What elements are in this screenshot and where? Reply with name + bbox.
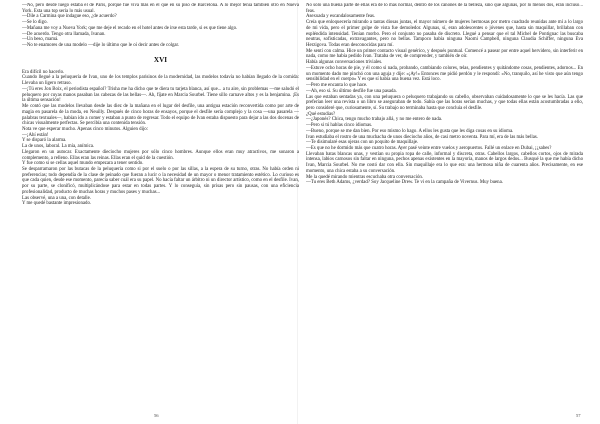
paragraph: —Se lo digo. xyxy=(22,20,48,26)
left-page xyxy=(22,3,299,413)
right-page xyxy=(306,3,583,413)
paragraph: Me sentí con calma. Hice un primer contacto visual genérico, y después puntual. Comencé a pasear por entre aquel hervidero, sin interferir en nada, como me había pedido Ivan. Trataba de ver, de comprender, y también de oír. xyxy=(306,48,583,60)
paragraph: ¿Qué estudias? xyxy=(306,111,336,117)
paragraph: La de unos, laboral. La mía, anímica. xyxy=(22,144,95,150)
paragraph: —Mañana me voy a Nueva York; que me deje el recado en el hotel antes de irse esta tarde, si es que tiene algo. xyxy=(22,25,238,31)
paragraph: Creía que enloquecería mirando a tantas diosas juntas, el mayor número de mujeres hermosas por metro cuadrado reunidas ante mí a lo largo de mi vida, pero el primer golpe de vista fue demoledor. Algunas, sí, eran adolescentes o jóvenes que, hasta sin maquillar, brillaban con espléndida intensidad. Tenían morbo. Pero el conjunto no pasaba de discreto. Llegué a pensar que el tal Michel de Pontignac las buscaba neutras, sofisticadas, extravagantes, pero no bellas. Tampoco había ninguna Naomi Campbell, ninguna Claudia Schiffer, ninguna Eva Herzigova. Todas eran desconocidas para mí. xyxy=(306,20,583,49)
paragraph: —¡Tú eres Jon Boix, el periodista español? Trisha me ha dicho que te diera tu tarjeta blanca, así que... a tu aire, sin problemas —me saludó el peluquero por cuyas manos pasaban las cabezas de las bellas—. Ah, fíjate en Marcia Sourbel. Tiene sillo carnave altos y es la benjamina. ¡Es la última sensación! xyxy=(22,86,299,104)
paragraph: —Ah, eso sí. Su último desfile fue una pasada. xyxy=(306,88,397,94)
paragraph: Las que estaban sentadas ya, con una peluquera o peluquero trabajando su cabello, observaban cuidadosamente lo que se les hacía. Las que preferían leer una revista o un libro se aseguraban de todo. Sabía que las horas serían muchas, y que todas ellas están acostumbradas a ello, pero consideré que, curiosamente, sí. Su trabajo no terminaba hasta que concluía el desfile. xyxy=(306,94,583,111)
paragraph: Era difícil no hacerlo. xyxy=(22,69,65,75)
paragraph: Las observé, una a una, con detalle. xyxy=(22,195,91,201)
paragraph: Me la quedé mirando mientras escuchaba otra conversación. xyxy=(306,174,424,180)
left-text-before xyxy=(22,3,299,49)
paragraph: Me contó que las modelos llevaban desde las diez de la mañana en el lugar del desfile, una antigua estación reconvertida como por arte de magia en pasarela de la moda, en Neuilly. Después de cinco horas de ensayos, porque el desfile sería complejo y la cosa —una pasarela —palabras textuales—, habían ido a comer y estaban a punto de regresar. Todo el equipo de Ivan estaba dispuesto para dejar a las dos docenas de chicas visualmente perfectas. Se percibía una contenida tensión. xyxy=(22,104,299,127)
paragraph: —De acuerdo. Tengo otra llamada, Ivanan. xyxy=(22,31,106,37)
paragraph: —Estuve ocho horas de pie, y él como si nada, probando, cambiando colores, telas, pendientes y quitándome cosas, pendientes, adornos... En un momento dado me pinchó con una aguja y dije: «¡Ay!» Entonces me pidió perdón y le respondí: «No, tranquilo, así he visto que aún tengo sensibilidad en el cuerpo» Y es que sí había una buena vez. Está loco. xyxy=(306,65,583,83)
paragraph: Y me quedé bastante impresionado. xyxy=(22,201,92,207)
paragraph: —Un beso, mamá. xyxy=(22,37,59,43)
paragraph: —Te disimularé esas ojeras con un poquito de maquillaje. xyxy=(306,140,419,146)
paragraph: —Es que no he dormido más que cuatro horas. Ayer pasé veinte entre vuelos y aeropuertos. Fallé un enlace en Dubai, ¡¿sabes? xyxy=(306,145,552,151)
paragraph: —Pero si tú hablas cinco idiomas. xyxy=(306,123,373,129)
paragraph: Y se disparó la alarma. xyxy=(22,138,67,144)
paragraph: Llegaron en un autocar. Exactamente dieciocho mujeres por sólo cinco hombres. Aunque ellos eran muy atractivos, me sonaron a complemento, a relleno. Ellas eran las reinas. Ellas eran el quid de la cuestión. xyxy=(22,149,299,161)
paragraph: Llevaban batas blancas unas, y vestían su propia ropa de calle, informal y discreta, otras. Cabellos largos, cabellos cortos, ojos de mirada intensa, labios carnosos sin faltar en ninguna, pechos apenas existentes en la mayoría, manos de largos dedos... Busqué la que me había dicho Ivan, Marcia Sourbel. No me costó dar con ella. Sin maquillaje era lo que era: una hermosa niña de cuarenta años. Precisamente, en ese momento, una chica estaba a su conversación. xyxy=(306,151,583,174)
page-number-right: 57 xyxy=(576,413,581,418)
paragraph: Nota ve que esperar mucho. Apenas cinco minutos. Alguien dijo: xyxy=(22,126,149,132)
chapter-heading: XVI xyxy=(153,55,168,64)
paragraph: Y fue como si se cellas aquel mundo empezara a tener sentido. xyxy=(22,161,144,167)
paragraph: Se desparramaron por las butacas de la peluquería como si por el suelo o por las sillas, a la espera de su turno, otras. No había orden ni preferencias; todo dependía de la clase de peinado que fueran a lucir o la necesidad de un mayor o menor tratamiento estético. Lo curioso es que cada quien, desde ese momento, parecía saber cuál era su papel. No hacía faltar un árbitro ni un director artístico, como en el desfile. Ivan, por su parte, se clonificó, multiplicándose para estar en todas partes. Y lo conseguía, sin prisas pero sin pausas, con una eficiencia profesionalidad, producto de muchas horas y muchos pases y muchas... xyxy=(22,166,299,195)
paragraph: —¿Japonés? Chica, tengo mucho trabajo allá, y no me entero de nada. xyxy=(306,117,443,123)
paragraph: —Pero me encanta lo que hace. xyxy=(306,83,368,89)
left-text-after xyxy=(22,70,299,207)
paragraph: —Bueno, porque se me dan bien. Por eso mismo lo hago. A ellos les gusta que les diga cosas en su idioma. xyxy=(306,128,514,134)
paragraph: —No, pero desde luego estaba el de París, porque fue viva más en él que en su piso de Barcelona. A lo mejor tenía también otro en Nueva York. Esta una top sería lo más usual. xyxy=(22,3,299,14)
paragraph: —Dile a Carmina que indague eso, ¿de acuerdo? xyxy=(22,14,117,20)
paragraph: —No te enamores de una modelo —dije lo último que le oí decir antes de colgar. xyxy=(22,43,180,49)
paragraph: Había algunas conversaciones triviales. xyxy=(306,60,383,66)
paragraph: Cuando llegué a la peluquería de Ivan, uno de los templos parisinos de la modernidad, las modelos todavía no habían llegado de la comida: Llevaba un ligero retraso. xyxy=(22,75,299,87)
paragraph: —Tu eres Beth Adams, ¿verdad? Soy Jacqueline Drew. Te vi en la campaña de Vivernus. Muy buena. xyxy=(306,180,503,186)
paragraph: Ivan estudiaba el rostro de una muchacha de unos dieciocho años, de casi metro noventa. Para mí, era de las más bellas. xyxy=(306,134,539,140)
paragraph: Asexuada y escandalosamente feas. xyxy=(306,14,376,20)
paragraph: —¡Ahí están! xyxy=(22,132,49,138)
page-number-left: 56 xyxy=(154,413,159,418)
paragraph: No sólo una buena parte de ellas era de lo más normal, dentro de los cánones de la belleza, sino que algunas, por lo menos dos, eran incluso... feas. xyxy=(306,3,583,14)
